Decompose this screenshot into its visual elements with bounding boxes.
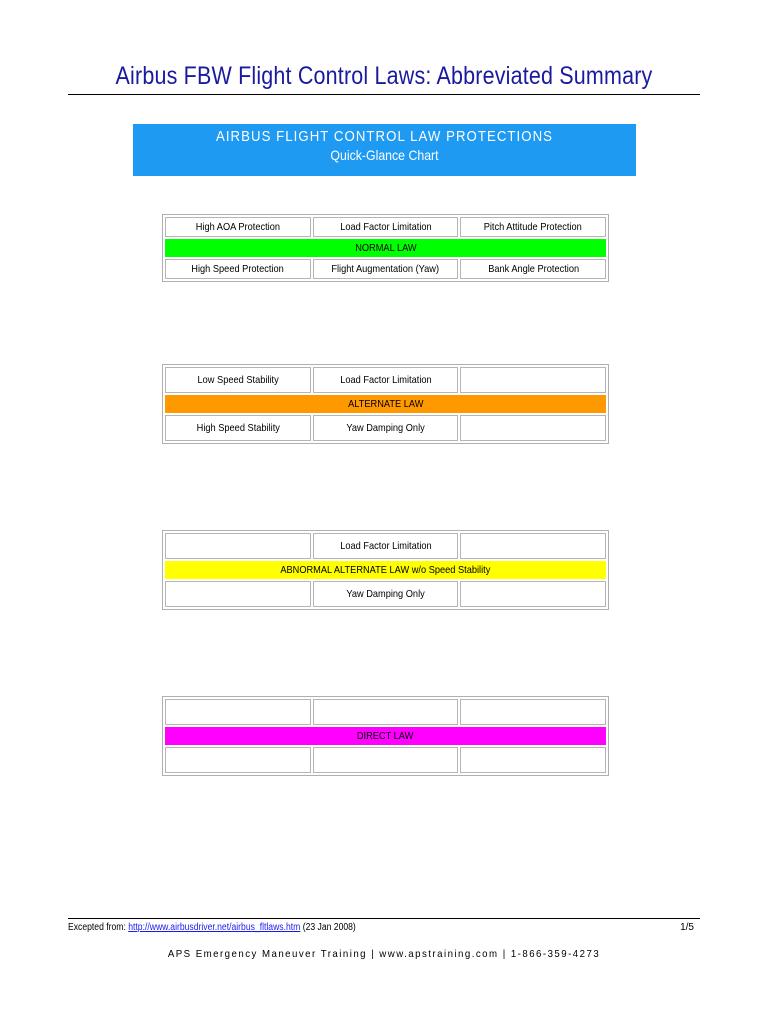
protection-cell [460,533,606,559]
title-divider [68,94,700,95]
protection-cell: High AOA Protection [165,217,311,237]
footer-divider [68,918,700,919]
table-row [163,215,608,237]
law-band-abnormal-alternate: ABNORMAL ALTERNATE LAW w/o Speed Stability [165,561,606,579]
table-row [163,579,608,609]
alternate-law-table [162,364,609,444]
table-row [163,697,608,725]
protection-cell: Load Factor Limitation [313,367,459,393]
protection-cell [313,747,459,773]
protection-cell [460,581,606,607]
protection-cell: Yaw Damping Only [313,415,459,441]
table-row [163,365,608,393]
excerpt-prefix: Excepted from: [68,922,126,933]
table-row [163,413,608,443]
banner-subtitle: Quick-Glance Chart [330,147,439,163]
table-row [163,745,608,775]
protection-cell: Load Factor Limitation [313,217,459,237]
protection-cell: Load Factor Limitation [313,533,459,559]
normal-law-table [162,214,609,282]
protection-cell [460,415,606,441]
chart-banner [133,124,636,176]
protection-cell: Yaw Damping Only [313,581,459,607]
footer-excerpt [68,922,356,933]
company-footer: APS Emergency Maneuver Training | www.apstraining.com | 1-866-359-4273 [167,948,601,960]
banner-title: AIRBUS FLIGHT CONTROL LAW PROTECTIONS [215,128,554,145]
protection-cell: Flight Augmentation (Yaw) [313,259,459,279]
protection-cell [165,533,311,559]
protection-cell [460,699,606,725]
page-number: 1/5 [680,922,694,933]
protection-cell: Low Speed Stability [165,367,311,393]
protection-cell: Bank Angle Protection [460,259,606,279]
protection-cell [165,581,311,607]
protection-cell [313,699,459,725]
protection-cell: High Speed Protection [165,259,311,279]
protection-cell: Pitch Attitude Protection [460,217,606,237]
source-link[interactable]: http://www.airbusdriver.net/airbus_fltlaws.htm [128,922,301,933]
abnormal-alternate-law-table [162,530,609,610]
law-band-normal: NORMAL LAW [165,239,606,257]
protection-cell [460,367,606,393]
table-row [163,531,608,559]
protection-cell [165,699,311,725]
excerpt-date: (23 Jan 2008) [302,922,356,933]
direct-law-table [162,696,609,776]
page-title: Airbus FBW Flight Control Laws: Abbreviated Summary [115,62,653,90]
protection-cell [165,747,311,773]
table-row [163,257,608,281]
protection-cell [460,747,606,773]
law-band-direct: DIRECT LAW [165,727,606,745]
protection-cell: High Speed Stability [165,415,311,441]
law-band-alternate: ALTERNATE LAW [165,395,606,413]
